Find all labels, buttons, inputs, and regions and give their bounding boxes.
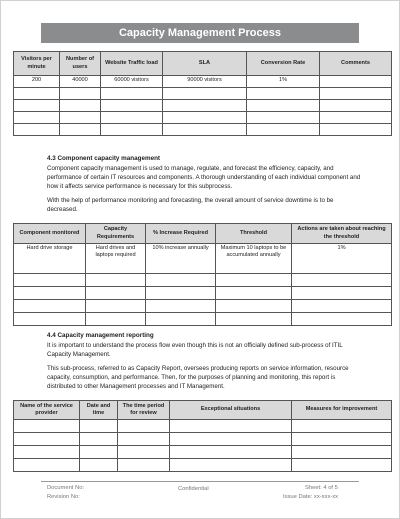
table-cell[interactable]: Hard drive storage — [14, 244, 86, 274]
table-cell[interactable] — [86, 274, 146, 287]
table-cell[interactable]: 200 — [14, 76, 60, 88]
table-cell[interactable]: Hard drives and laptops required — [86, 244, 146, 274]
component-table — [13, 223, 392, 326]
table-cell[interactable]: 90000 visitors — [163, 76, 247, 88]
table-cell[interactable] — [14, 88, 60, 100]
table-cell[interactable] — [320, 76, 392, 88]
table-row — [14, 300, 392, 313]
table-cell[interactable] — [14, 287, 86, 300]
table-row — [14, 76, 392, 88]
paragraph: With the help of performance monitoring and forecasting, the overall amount of service downtime is to be decreased. — [47, 197, 334, 213]
table-cell[interactable]: 60000 visitors — [101, 76, 163, 88]
table-header-row — [14, 401, 392, 420]
paragraph: Component capacity management is used to manage, regulate, and forecast the efficiency, capacity, and performance of certain IT resources and components. A thorough understanding of each individual component and how it affects service performance is necessary for this subprocess. — [47, 165, 361, 190]
section-heading: 4.3 Component capacity management — [47, 155, 161, 162]
table-cell[interactable] — [320, 124, 392, 136]
table-cell[interactable] — [163, 88, 247, 100]
column-header: Measures for improvement — [292, 401, 392, 420]
table-cell[interactable] — [118, 459, 170, 472]
footer-revision-no: Revision No: — [47, 494, 80, 500]
table-cell[interactable] — [247, 124, 320, 136]
table-cell[interactable] — [60, 100, 101, 112]
table-cell[interactable] — [60, 124, 101, 136]
table-cell[interactable] — [320, 88, 392, 100]
page-title: Capacity Management Process — [41, 23, 359, 43]
reporting-table — [13, 400, 392, 472]
table-cell[interactable] — [146, 313, 216, 326]
table-cell[interactable] — [101, 100, 163, 112]
table-cell[interactable] — [292, 459, 392, 472]
table-cell[interactable] — [170, 433, 292, 446]
table-cell[interactable] — [170, 459, 292, 472]
table-row — [14, 112, 392, 124]
table-cell[interactable] — [14, 100, 60, 112]
table-cell[interactable] — [86, 313, 146, 326]
table-cell[interactable] — [216, 274, 292, 287]
table-row — [14, 124, 392, 136]
table-cell[interactable] — [170, 446, 292, 459]
column-header: Capacity Requirements — [86, 224, 146, 244]
table-cell[interactable] — [216, 300, 292, 313]
table-cell[interactable] — [247, 100, 320, 112]
table-cell[interactable] — [216, 287, 292, 300]
traffic-table — [13, 51, 392, 136]
table-cell[interactable] — [163, 112, 247, 124]
table-header-row — [14, 224, 392, 244]
table-cell[interactable] — [101, 88, 163, 100]
table-cell[interactable] — [292, 287, 392, 300]
table-cell[interactable] — [146, 287, 216, 300]
table-cell[interactable] — [80, 433, 118, 446]
footer-divider — [41, 481, 359, 482]
table-row — [14, 420, 392, 433]
column-header: Website Traffic load — [101, 52, 163, 76]
table-cell[interactable]: 10% increase annually — [146, 244, 216, 274]
table-cell[interactable] — [101, 112, 163, 124]
table-cell[interactable] — [163, 124, 247, 136]
table-cell[interactable]: 1% — [247, 76, 320, 88]
table-cell[interactable] — [146, 300, 216, 313]
column-header: % Increase Required — [146, 224, 216, 244]
footer-document-no: Document No: — [47, 485, 85, 491]
table-row — [14, 287, 392, 300]
table-cell[interactable] — [14, 300, 86, 313]
section-heading: 4.4 Capacity management reporting — [47, 332, 154, 339]
table-cell[interactable] — [14, 420, 80, 433]
table-cell[interactable] — [118, 420, 170, 433]
table-header-row — [14, 52, 392, 76]
table-cell[interactable] — [292, 274, 392, 287]
table-cell[interactable] — [14, 274, 86, 287]
table-cell[interactable] — [14, 459, 80, 472]
table-cell[interactable]: Maximum 10 laptops to be accumulated annually — [216, 244, 292, 274]
column-header: Exceptional situations — [170, 401, 292, 420]
table-cell[interactable] — [292, 300, 392, 313]
column-header: Comments — [320, 52, 392, 76]
table-cell[interactable] — [292, 433, 392, 446]
table-cell[interactable] — [118, 433, 170, 446]
table-row — [14, 459, 392, 472]
table-row — [14, 244, 392, 274]
table-cell[interactable]: 40000 — [60, 76, 101, 88]
table-cell[interactable] — [292, 420, 392, 433]
paragraph: This sub-process, referred to as Capacity Report, oversees producing reports on service information, resource capacity, consumption, and performance. Then, for the purposes of planning and monitoring, this report is distributed to other Management processes and IT Management. — [47, 365, 349, 390]
paragraph: It is important to understand the process flow even though this is not an officially defined sub-process of ITIL Capacity Management. — [47, 342, 343, 358]
table-cell[interactable] — [320, 112, 392, 124]
column-header: Conversion Rate — [247, 52, 320, 76]
table-cell[interactable] — [80, 446, 118, 459]
table-cell[interactable] — [14, 446, 80, 459]
column-header: Visitors per minute — [14, 52, 60, 76]
table-cell[interactable] — [163, 100, 247, 112]
footer-issue-date: Issue Date: xx-xxx-xx — [283, 494, 339, 500]
footer-sheet: Sheet: 4 of 5 — [305, 485, 338, 491]
column-header: Threshold — [216, 224, 292, 244]
table-row — [14, 433, 392, 446]
column-header: Actions are taken about reaching the threshold — [292, 224, 392, 244]
table-row — [14, 88, 392, 100]
table-cell[interactable] — [101, 124, 163, 136]
column-header: Date and time — [80, 401, 118, 420]
table-cell[interactable] — [14, 433, 80, 446]
table-cell[interactable] — [118, 446, 170, 459]
column-header: Name of the service provider — [14, 401, 80, 420]
table-cell[interactable] — [14, 112, 60, 124]
table-cell[interactable] — [60, 112, 101, 124]
table-row — [14, 446, 392, 459]
table-cell[interactable] — [216, 313, 292, 326]
table-cell[interactable] — [80, 420, 118, 433]
table-cell[interactable] — [247, 88, 320, 100]
table-cell[interactable] — [80, 459, 118, 472]
table-cell[interactable] — [247, 112, 320, 124]
footer-confidential: Confidential — [178, 486, 209, 492]
table-row — [14, 313, 392, 326]
table-cell[interactable]: 1% — [292, 244, 392, 274]
table-cell[interactable] — [146, 274, 216, 287]
table-cell[interactable] — [320, 100, 392, 112]
table-cell[interactable] — [170, 420, 292, 433]
table-cell[interactable] — [86, 287, 146, 300]
table-cell[interactable] — [14, 313, 86, 326]
table-cell[interactable] — [292, 446, 392, 459]
table-cell[interactable] — [14, 124, 60, 136]
column-header: The time period for review — [118, 401, 170, 420]
table-cell[interactable] — [60, 88, 101, 100]
table-cell[interactable] — [86, 300, 146, 313]
table-row — [14, 274, 392, 287]
column-header: Number of users — [60, 52, 101, 76]
table-cell[interactable] — [292, 313, 392, 326]
column-header: Component monitored — [14, 224, 86, 244]
column-header: SLA — [163, 52, 247, 76]
table-row — [14, 100, 392, 112]
